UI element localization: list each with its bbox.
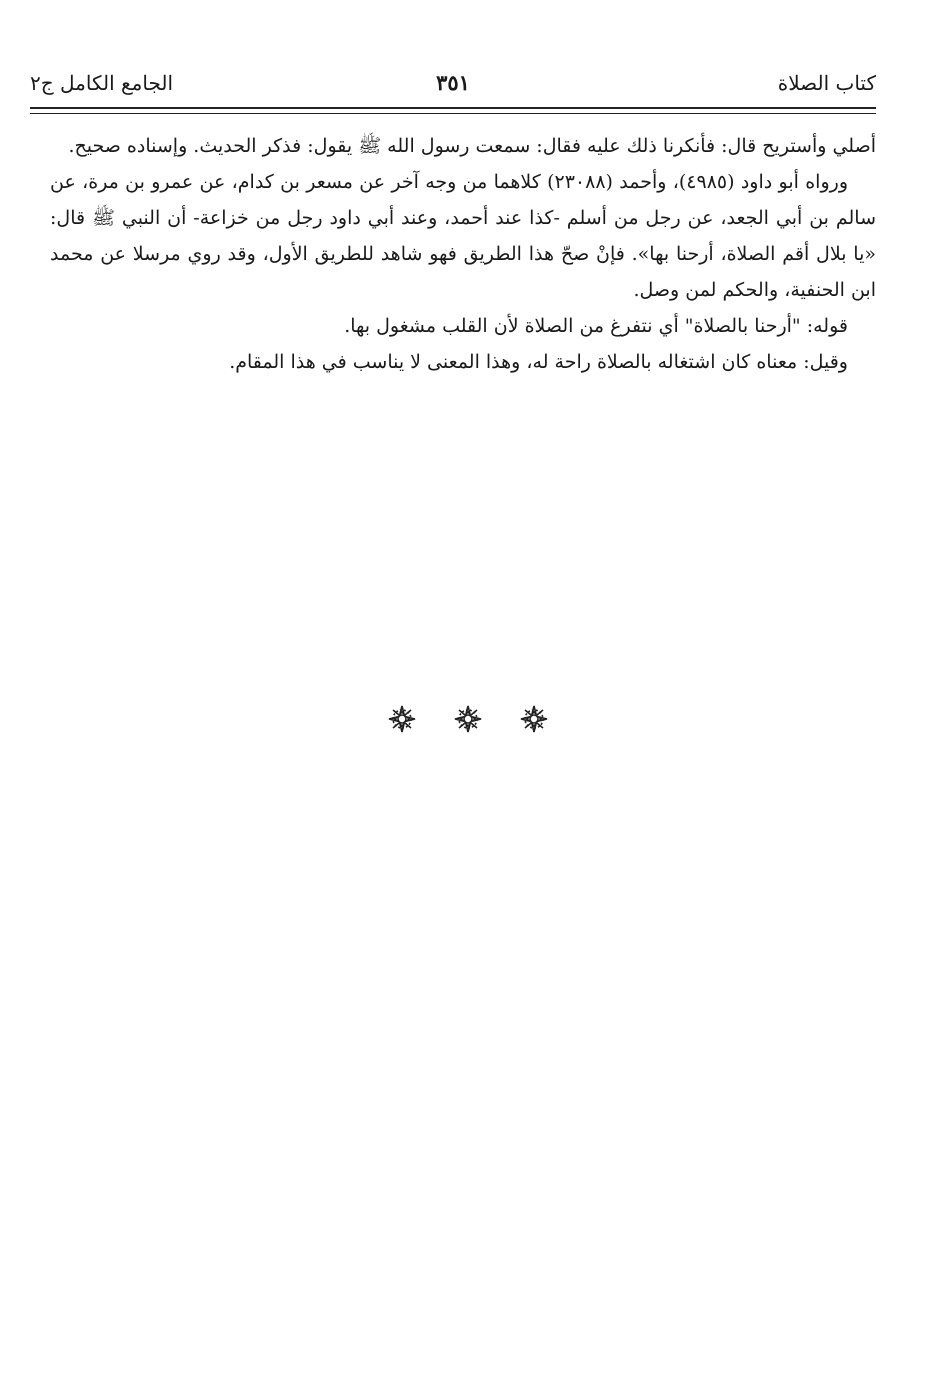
section-end-ornament (0, 704, 935, 744)
floral-star-icon (519, 704, 549, 734)
header-rule-thick (30, 107, 876, 109)
page-header (30, 62, 876, 102)
running-header-section: كتاب الصلاة (777, 71, 876, 95)
paragraph-continuation: أصلي وأستريح قال: فأنكرنا ذلك عليه فقال: سمعت رسول الله ﷺ يقول: فذكر الحديث. وإسناده صحيح. (68, 135, 876, 157)
page-number: ٣٥١ (436, 70, 470, 95)
floral-star-icon (387, 704, 417, 734)
paragraph-alternative: وقيل: معناه كان اشتغاله بالصلاة راحة له، وهذا المعنى لا يناسب في هذا المقام. (229, 351, 848, 373)
paragraph-narration: ورواه أبو داود (٤٩٨٥)، وأحمد (٢٣٠٨٨) كلاهما من وجه آخر عن مسعر بن كدام، عن عمرو بن مرة، عن سالم بن أبي الجعد، عن رجل من أسلم -كذا عند أحمد، وعند أبي داود رجل من خزاعة- أن النبي ﷺ قال: «يا بلال أقم الصلاة، أرحنا بها». فإنْ صحّ هذا الطريق فهو شاهد للطريق الأول، وقد روي مرسلا عن محمد ابن الحنفية، والحكم لمن وصل. (50, 171, 876, 301)
paragraph-explanation: قوله: "أرحنا بالصلاة" أي نتفرغ من الصلاة لأن القلب مشغول بها. (344, 315, 848, 337)
floral-star-icon (453, 704, 483, 734)
running-header-title: الجامع الكامل ج٢ (30, 71, 174, 95)
page-body (50, 128, 876, 380)
header-rule-thin (30, 113, 876, 114)
